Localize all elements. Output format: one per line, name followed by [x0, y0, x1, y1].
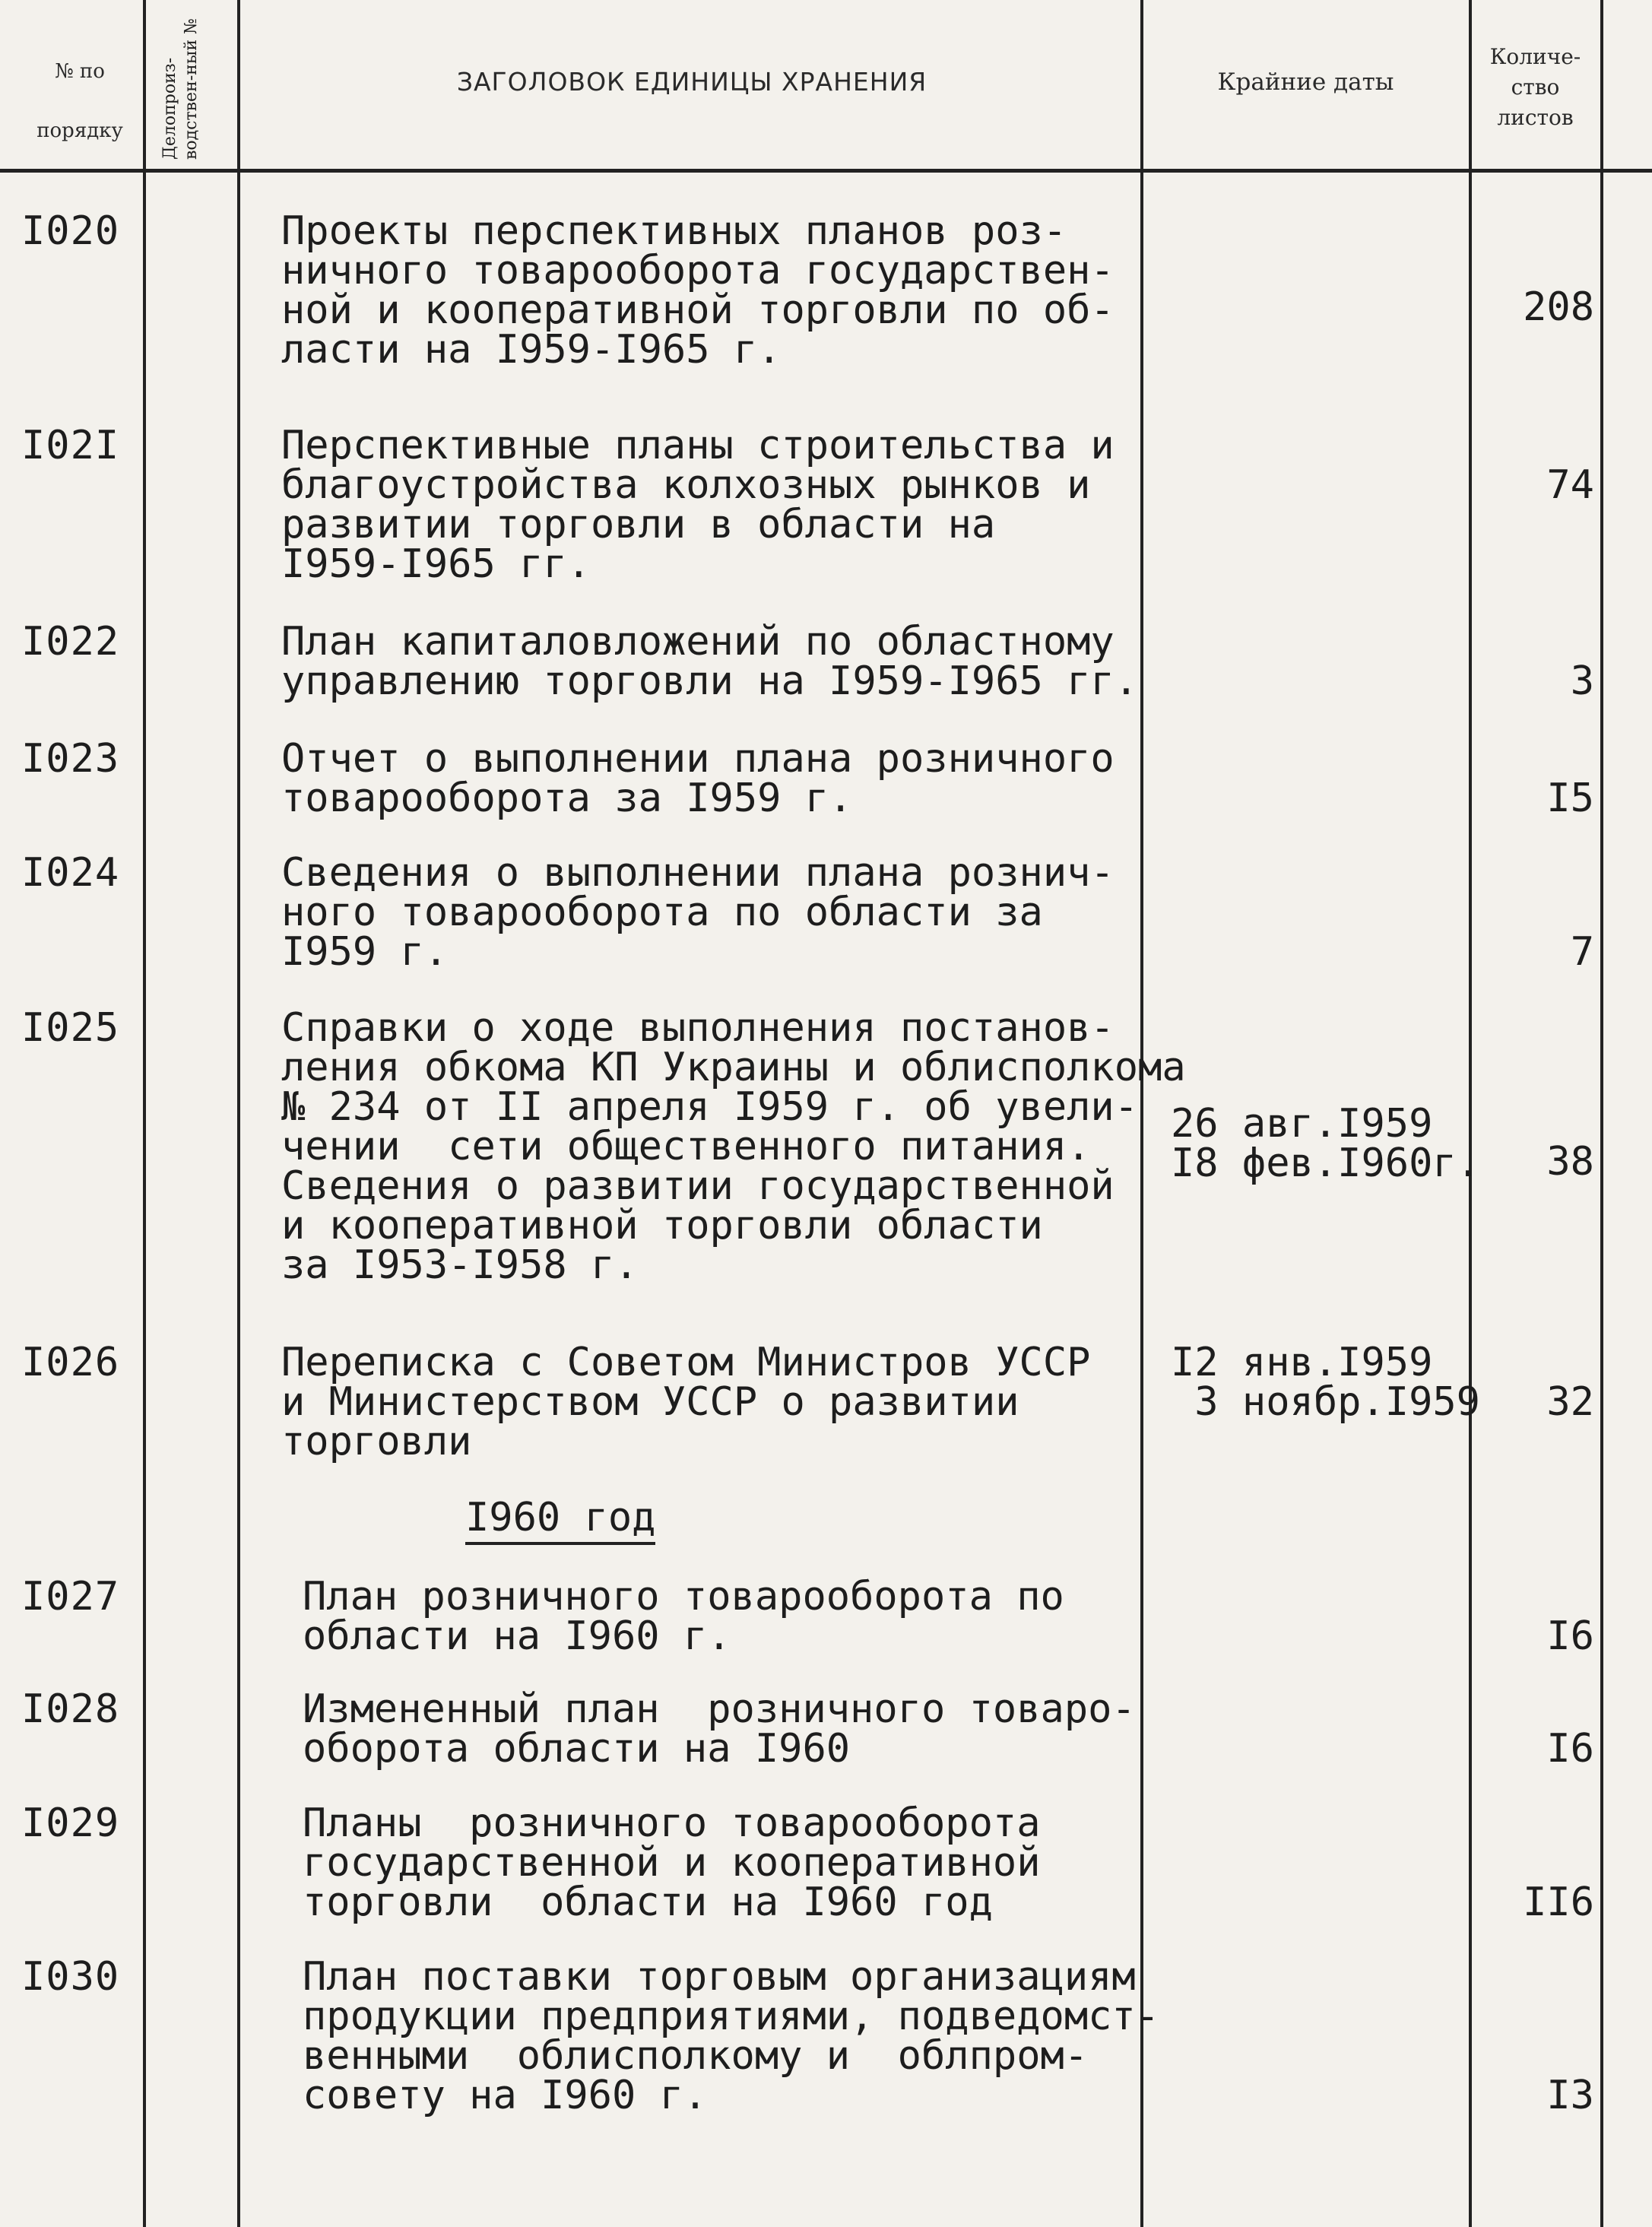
header-number-column [23, 42, 137, 160]
header-number-line2: порядку [36, 119, 123, 142]
record-title: Измененный план розничного товаро- оборота области на I960 [303, 1686, 1136, 1772]
record-title: План капиталовложений по областному управлению торговли на I959-I965 гг. [281, 619, 1139, 704]
header-quantity-line3: листов [1497, 105, 1574, 130]
record-number: I023 [21, 736, 120, 782]
record-title: Перспективные планы строительства и благоустройства колхозных рынков и развитии торговли в области на I959-I965 гг. [281, 423, 1115, 587]
record-number: I02I [21, 423, 120, 468]
record-number: I025 [21, 1005, 120, 1051]
record-quantity: 3 [1570, 658, 1594, 704]
record-title: Сведения о выполнении плана рознич- ного товарооборота по области за I959 г. [281, 850, 1115, 975]
header-dates-column: Крайние даты [1217, 68, 1394, 96]
record-title: Отчет о выполнении плана розничного товарооборота за I959 г. [281, 736, 1115, 821]
column-divider-right [1600, 0, 1603, 2227]
record-dates: I2 янв.I959 3 ноябр.I959 [1171, 1340, 1480, 1425]
record-quantity: 32 [1546, 1379, 1594, 1425]
record-title: План розничного товарооборота по области на I960 г. [303, 1574, 1064, 1659]
record-dates: 26 авг.I959 I8 фев.I960г. [1171, 1101, 1480, 1186]
record-title: Переписка с Советом Министров УССР и Министерством УССР о развитии торговли [281, 1340, 1091, 1464]
header-delo-label: Делопроиз-водствен-ный № [160, 18, 201, 160]
record-quantity: I3 [1546, 2073, 1594, 2118]
header-title-column: ЗАГОЛОВОК ЕДИНИЦЫ ХРАНЕНИЯ [456, 67, 927, 97]
record-title: Планы розничного товарооборота государственной и кооперативной торговли области на I960 год [303, 1800, 1041, 1925]
record-quantity: 208 [1523, 284, 1594, 330]
header-quantity-column [1473, 42, 1598, 133]
header-rule [0, 169, 1652, 173]
header-number-line1: № по [55, 60, 105, 83]
record-title: Справки о ходе выполнения постанов- ления обкома КП Украины и облисполкома № 234 от II апреля I959 г. об увели- чении сети общественного питания. Сведения о развитии государственной и кооперативной торговли области за I953-I958 г. [281, 1005, 1186, 1288]
column-divider-title [237, 0, 240, 2227]
record-number: I028 [21, 1686, 120, 1732]
record-quantity: II6 [1523, 1880, 1594, 1925]
record-number: I024 [21, 850, 120, 896]
header-quantity-line2: ство [1511, 75, 1560, 100]
record-number: I020 [21, 208, 120, 254]
record-quantity: 38 [1546, 1139, 1594, 1185]
year-section-heading: I960 год [465, 1498, 655, 1545]
record-quantity: I6 [1546, 1613, 1594, 1659]
record-quantity: I5 [1546, 776, 1594, 821]
record-quantity: 7 [1570, 929, 1594, 975]
record-quantity: 74 [1546, 462, 1594, 508]
record-number: I029 [21, 1800, 120, 1846]
record-number: I027 [21, 1574, 120, 1619]
record-number: I026 [21, 1340, 120, 1385]
record-title: План поставки торговым организациям продукции предприятиями, подведомст- венными облисполкому и облпром- совету на I960 г. [303, 1954, 1160, 2118]
record-number: I030 [21, 1954, 120, 2000]
column-divider-delo [143, 0, 146, 2227]
record-title: Проекты перспективных планов роз- ничного товарооборота государствен- ной и кооперативной торговли по об- ласти на I959-I965 г. [281, 208, 1115, 373]
record-number: I022 [21, 619, 120, 665]
header-delo-column [144, 8, 236, 160]
header-quantity-line1: Количе- [1489, 44, 1581, 69]
record-quantity: I6 [1546, 1726, 1594, 1772]
